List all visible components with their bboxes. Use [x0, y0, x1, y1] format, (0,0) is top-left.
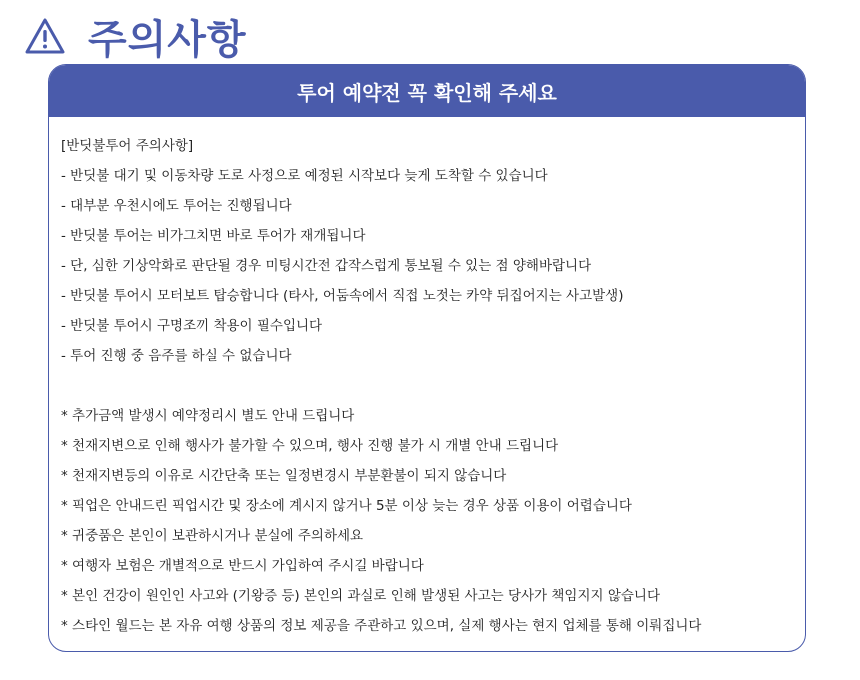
dash-item: - 대부분 우천시에도 투어는 진행됩니다	[61, 198, 292, 214]
star-item: * 본인 건강이 원인인 사고와 (기왕증 등) 본인의 과실로 인해 발생된 사고는 당사가 책임지지 않습니다	[61, 588, 661, 604]
star-item: * 천재지변으로 인해 행사가 불가할 수 있으며, 행사 진행 불가 시 개별 안내 드립니다	[61, 438, 559, 454]
star-item: * 천재지변등의 이유로 시간단축 또는 일정변경시 부분환불이 되지 않습니다	[61, 468, 507, 484]
dash-item: - 투어 진행 중 음주를 하실 수 없습니다	[61, 348, 292, 364]
star-item: * 여행자 보험은 개별적으로 반드시 가입하여 주시길 바랍니다	[61, 558, 424, 574]
star-item: * 픽업은 안내드린 픽업시간 및 장소에 계시지 않거나 5분 이상 늦는 경우 상품 이용이 어렵습니다	[61, 498, 632, 514]
dash-item: - 단, 심한 기상악화로 판단될 경우 미팅시간전 갑작스럽게 통보될 수 있는 점 양해바랍니다	[61, 258, 592, 274]
page-title: 주의사항	[88, 16, 247, 63]
panel-header: 투어 예약전 꼭 확인해 주세요	[49, 65, 805, 117]
notice-panel	[48, 64, 806, 652]
spacer	[61, 371, 805, 401]
star-item: * 귀중품은 본인이 보관하시거나 분실에 주의하세요	[61, 528, 364, 544]
dash-item: - 반딧불 투어시 구명조끼 착용이 필수입니다	[61, 318, 323, 334]
star-item: * 스타인 월드는 본 자유 여행 상품의 정보 제공을 주관하고 있으며, 실제 행사는 현지 업체를 통해 이뤄집니다	[61, 618, 702, 634]
dash-item: - 반딧불 투어는 비가그치면 바로 투어가 재개됩니다	[61, 228, 366, 244]
notice-content	[49, 117, 805, 641]
title-row	[24, 8, 247, 64]
section-label: [반딧불투어 주의사항]	[61, 138, 194, 154]
dash-item: - 반딧불 투어시 모터보트 탑승합니다 (타사, 어둠속에서 직접 노젓는 카약 뒤집어지는 사고발생)	[61, 288, 624, 304]
star-item: * 추가금액 발생시 예약정리시 별도 안내 드립니다	[61, 408, 355, 424]
dash-item: - 반딧불 대기 및 이동차량 도로 사정으로 예정된 시작보다 늦게 도착할 수 있습니다	[61, 168, 548, 184]
warning-triangle-icon	[24, 17, 66, 55]
